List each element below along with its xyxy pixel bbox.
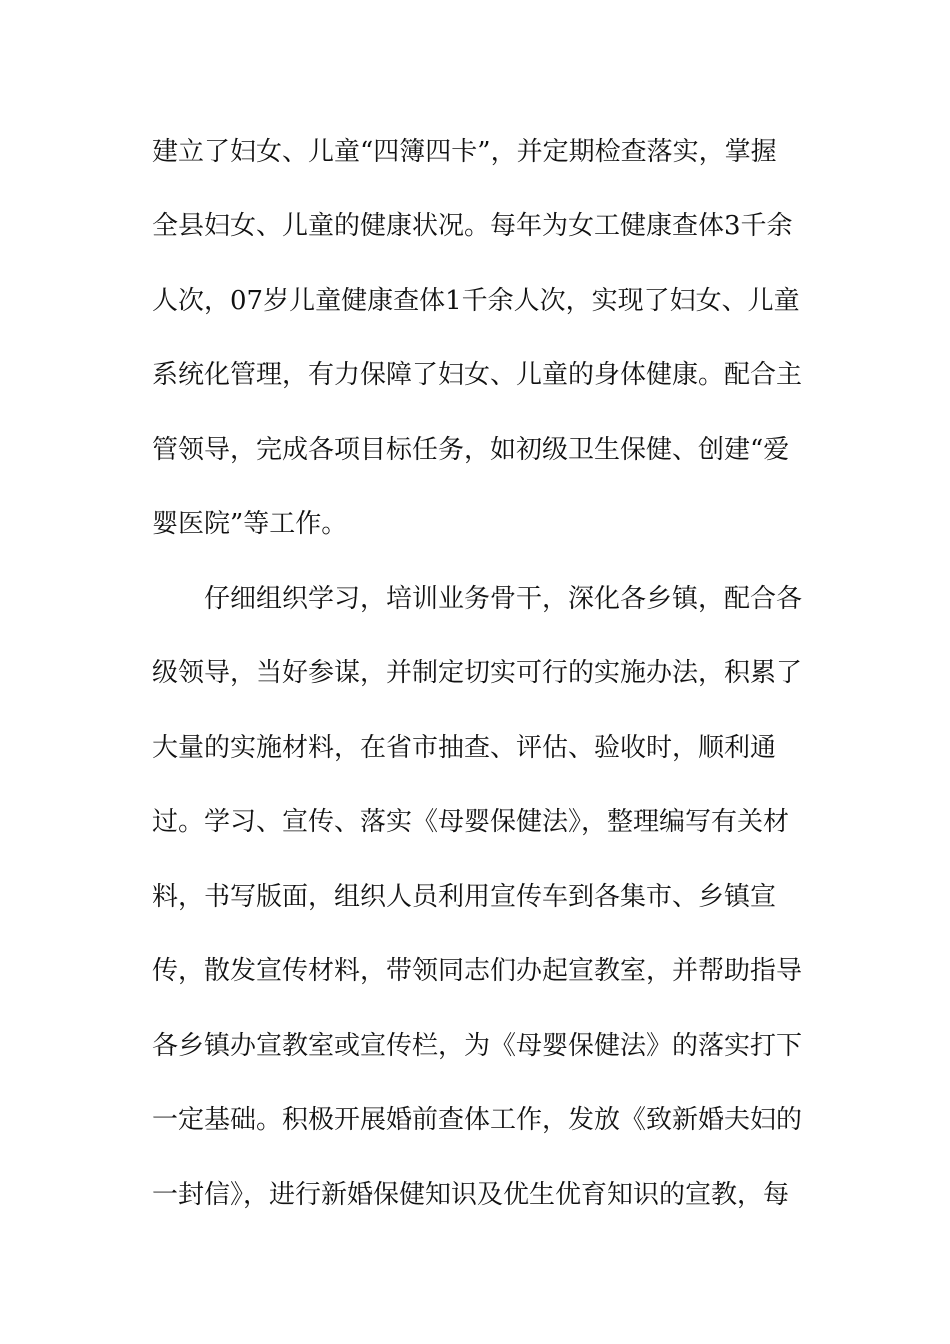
text-line: 级领导，当好参谋，并制定切实可行的实施办法，积累了 xyxy=(152,658,803,688)
text-line: 全县妇女、儿童的健康状况。每年为女工健康查体3千余 xyxy=(152,211,793,241)
text-line: 人次，07岁儿童健康查体1千余人次，实现了妇女、儿童 xyxy=(152,286,800,316)
text-line: 过。学习、宣传、落实《母婴保健法》，整理编写有关材 xyxy=(152,807,790,837)
text-line: 婴医院”等工作。 xyxy=(152,509,348,539)
text-line: 传，散发宣传材料，带领同志们办起宣教室，并帮助指导 xyxy=(152,956,803,986)
text-line: 大量的实施材料，在省市抽查、评估、验收时，顺利通 xyxy=(152,733,777,763)
text-line: 料，书写版面，组织人员利用宣传车到各集市、乡镇宣 xyxy=(152,882,777,912)
text-line: 管领导，完成各项目标任务，如初级卫生保健、创建“爱 xyxy=(152,435,790,465)
text-line: 一定基础。积极开展婚前查体工作，发放《致新婚夫妇的 xyxy=(152,1105,803,1135)
text-line: 系统化管理，有力保障了妇女、儿童的身体健康。配合主 xyxy=(152,360,803,390)
text-line: 建立了妇女、儿童“四簿四卡”，并定期检查落实，掌握 xyxy=(152,137,777,167)
paragraph-first-line: 仔细组织学习，培训业务骨干，深化各乡镇，配合各 xyxy=(204,584,803,614)
text-line: 一封信》，进行新婚保健知识及优生优育知识的宣教，每 xyxy=(152,1180,790,1210)
text-line: 各乡镇办宣教室或宣传栏，为《母婴保健法》的落实打下 xyxy=(152,1031,803,1061)
